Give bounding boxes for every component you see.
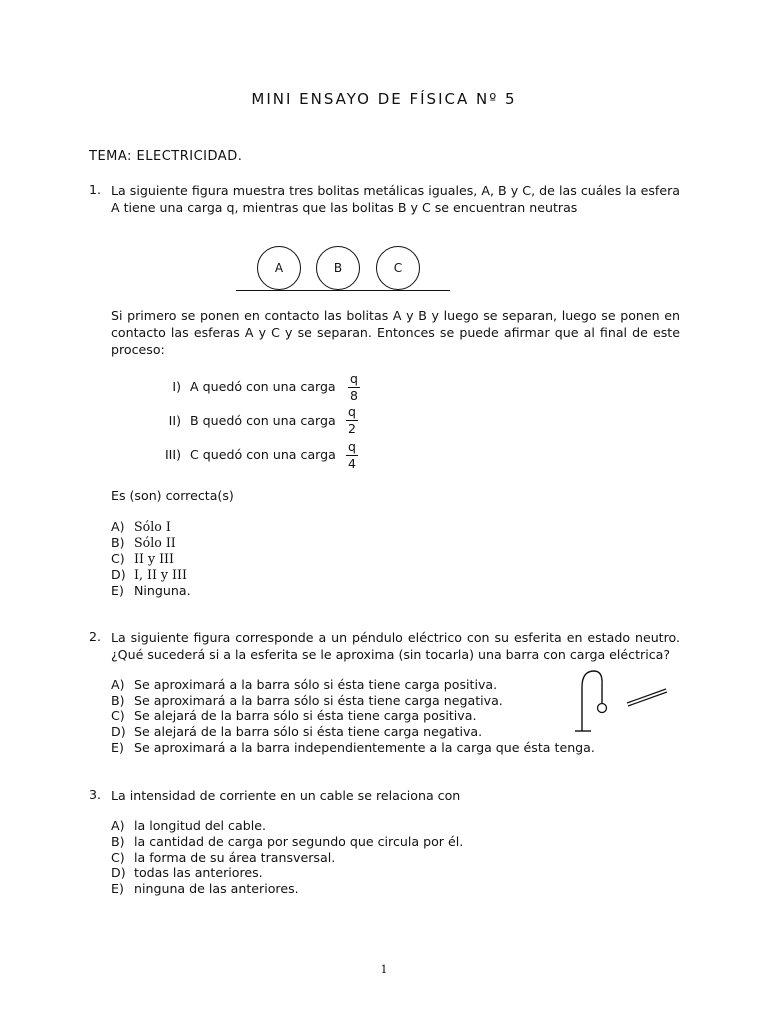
option-letter: E) (111, 740, 124, 755)
question-1-text: La siguiente figura muestra tres bolitas metálicas iguales, A, B y C, de las cuáles la esfera A tiene una carga q, mientras que las bolitas B y C se encuentran neutras (111, 183, 680, 215)
statement-3-text: C quedó con una carga (190, 447, 336, 462)
option-letter: C) (111, 850, 125, 865)
fraction-denominator: 8 (350, 388, 358, 403)
statement-2-number: II) (168, 413, 181, 428)
statement-2-text: B quedó con una carga (190, 413, 336, 428)
option-text: Se alejará de la barra sólo si ésta tiene carga negativa. (134, 724, 483, 739)
fraction-denominator: 4 (348, 456, 356, 471)
option-letter: D) (111, 865, 126, 880)
charged-rod (627, 689, 667, 706)
option-text: Sólo I (134, 519, 171, 534)
page-title: MINI ENSAYO DE FÍSICA Nº 5 (251, 90, 517, 108)
topic-heading: TEMA: ELECTRICIDAD. (89, 149, 243, 164)
fraction-numerator: q (350, 371, 358, 386)
option-letter: B) (111, 535, 125, 550)
option-letter: B) (111, 693, 125, 708)
statement-2-fraction (345, 405, 359, 436)
sphere-a: A (257, 246, 301, 290)
sphere-b: B (316, 246, 360, 290)
fraction-denominator: 2 (348, 421, 356, 436)
option-text: Se aproximará a la barra sólo si ésta tiene carga positiva. (134, 677, 498, 692)
fraction-numerator: q (348, 439, 356, 454)
option-text: Se aproximará a la barra independientemente a la carga que ésta tenga. (134, 740, 595, 755)
statement-1-text: A quedó con una carga (190, 379, 336, 394)
statement-3-fraction (345, 440, 359, 471)
question-1-prompt: Es (son) correcta(s) (111, 488, 234, 503)
option-text: I, II y III (134, 567, 187, 582)
option-letter: A) (111, 677, 125, 692)
option-letter: C) (111, 708, 125, 723)
option-text: la longitud del cable. (134, 818, 266, 833)
neutral-sphere (598, 704, 607, 713)
option-text: II y III (134, 551, 174, 566)
question-1-number: 1. (89, 182, 102, 197)
option-text: la cantidad de carga por segundo que circula por él. (134, 834, 464, 849)
fraction-numerator: q (348, 404, 356, 419)
option-letter: D) (111, 567, 126, 582)
option-letter: E) (111, 881, 124, 896)
statement-1-fraction (347, 372, 361, 403)
option-letter: A) (111, 519, 125, 534)
question-2-text: La siguiente figura corresponde a un péndulo eléctrico con su esferita en estado neutro. ¿Qué sucederá si a la esferita se le aproxima (sin tocarla) una barra con carga eléctrica? (111, 630, 680, 662)
electric-pendulum-figure (570, 665, 680, 740)
question-3-text: La intensidad de corriente en un cable se relaciona con (111, 788, 461, 803)
option-letter: B) (111, 834, 125, 849)
option-text: ninguna de las anteriores. (134, 881, 299, 896)
sphere-c: C (376, 246, 420, 290)
option-text: la forma de su área transversal. (134, 850, 336, 865)
option-text: Se alejará de la barra sólo si ésta tiene carga positiva. (134, 708, 477, 723)
option-letter: C) (111, 551, 125, 566)
option-text: todas las anteriores. (134, 865, 263, 880)
option-letter: A) (111, 818, 125, 833)
option-text: Sólo II (134, 535, 176, 550)
option-text: Ninguna. (134, 583, 191, 598)
question-1-paragraph: Si primero se ponen en contacto las bolitas A y B y luego se separan, luego se ponen en contacto las esferas A y C y se separan. Entonces se puede afirmar que al final de este proceso: (111, 308, 680, 357)
page-number: 1 (380, 963, 388, 976)
option-letter: E) (111, 583, 124, 598)
option-letter: D) (111, 724, 126, 739)
question-3-number: 3. (89, 787, 102, 802)
question-2-number: 2. (89, 629, 102, 644)
statement-1-number: I) (172, 379, 181, 394)
option-text: Se aproximará a la barra sólo si ésta tiene carga negativa. (134, 693, 503, 708)
statement-3-number: III) (164, 447, 181, 462)
pendulum-stand (575, 671, 602, 731)
ground-line (236, 290, 450, 291)
